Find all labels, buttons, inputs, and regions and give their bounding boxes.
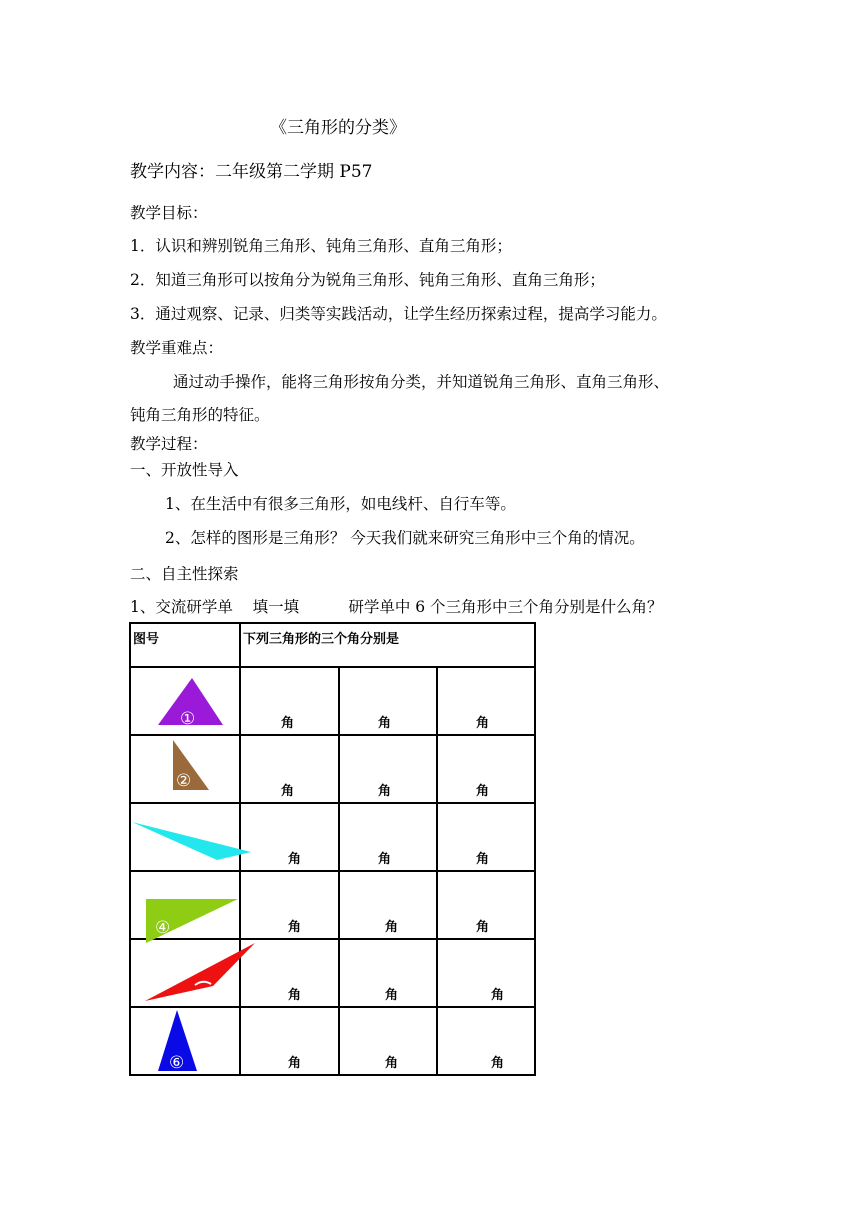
exercise-line: 1、交流研学单 填一填 研学单中 6 个三角形中三个角分别是什么角？ xyxy=(130,598,663,616)
objectives-heading: 教学目标： xyxy=(130,204,208,222)
answer-cell[interactable]: 角 xyxy=(339,735,437,803)
section-item: 1、在生活中有很多三角形，如电线杆、自行车等。 xyxy=(165,495,516,513)
header-angles: 下列三角形的三个角分别是 xyxy=(240,623,535,667)
objective-item: 1．认识和辨别锐角三角形、钝角三角形、直角三角形； xyxy=(130,237,512,255)
figure-cell xyxy=(130,939,240,1007)
table-row xyxy=(130,871,535,939)
answer-cell[interactable]: 角 xyxy=(437,735,535,803)
page-title: 《三角形的分类》 xyxy=(270,118,406,138)
triangle-4-label: ④ xyxy=(155,918,171,938)
answer-cell[interactable]: 角 xyxy=(240,1007,339,1075)
table-row xyxy=(130,1007,535,1075)
triangle-1-figure xyxy=(131,668,241,738)
figure-cell xyxy=(130,871,240,939)
triangle-3-shape xyxy=(132,822,251,860)
answer-cell[interactable]: 角 xyxy=(437,1007,535,1075)
worksheet-table xyxy=(129,622,536,1076)
triangle-4-figure xyxy=(131,872,241,947)
table-header-row xyxy=(130,623,535,667)
answer-cell[interactable]: 角 xyxy=(437,939,535,1007)
table-row xyxy=(130,939,535,1007)
header-figure-number: 图号 xyxy=(130,623,240,667)
triangle-6-label: ⑥ xyxy=(169,1053,185,1073)
answer-cell[interactable]: 角 xyxy=(240,939,339,1007)
table-row xyxy=(130,667,535,735)
answer-cell[interactable]: 角 xyxy=(240,803,339,871)
answer-cell[interactable]: 角 xyxy=(437,803,535,871)
answer-cell[interactable]: 角 xyxy=(339,803,437,871)
answer-cell[interactable]: 角 xyxy=(339,871,437,939)
answer-cell[interactable]: 角 xyxy=(339,939,437,1007)
section-heading: 二、自主性探索 xyxy=(130,565,239,583)
key-points-text-continued: 钝角三角形的特征。 xyxy=(130,406,270,424)
figure-cell xyxy=(130,735,240,803)
key-points-heading: 教学重难点： xyxy=(130,339,224,357)
teaching-content: 教学内容：二年级第二学期 P57 xyxy=(130,162,373,182)
objective-item: 3．通过观察、记录、归类等实践活动，让学生经历探索过程，提高学习能力。 xyxy=(130,305,667,323)
figure-cell xyxy=(130,803,240,871)
triangle-1-label: ① xyxy=(180,709,196,729)
triangle-6-figure xyxy=(131,1008,241,1078)
figure-cell xyxy=(130,667,240,735)
answer-cell[interactable]: 角 xyxy=(240,871,339,939)
key-points-text: 通过动手操作，能将三角形按角分类，并知道锐角三角形、直角三角形、 xyxy=(173,373,670,391)
triangle-3-figure xyxy=(131,804,256,874)
answer-cell[interactable]: 角 xyxy=(339,667,437,735)
answer-cell[interactable]: 角 xyxy=(339,1007,437,1075)
table-row xyxy=(130,803,535,871)
triangle-5-shape xyxy=(145,943,255,1001)
triangle-2-label: ② xyxy=(176,771,192,791)
answer-cell[interactable]: 角 xyxy=(240,735,339,803)
triangle-2-figure xyxy=(131,736,241,806)
section-heading: 一、开放性导入 xyxy=(130,461,239,479)
process-heading: 教学过程： xyxy=(130,435,208,453)
answer-cell[interactable]: 角 xyxy=(437,871,535,939)
answer-cell[interactable]: 角 xyxy=(240,667,339,735)
objective-item: 2．知道三角形可以按角分为锐角三角形、钝角三角形、直角三角形； xyxy=(130,271,605,289)
answer-cell[interactable]: 角 xyxy=(437,667,535,735)
figure-cell xyxy=(130,1007,240,1075)
section-item: 2、怎样的图形是三角形？ 今天我们就来研究三角形中三个角的情况。 xyxy=(165,529,645,547)
table-row xyxy=(130,735,535,803)
